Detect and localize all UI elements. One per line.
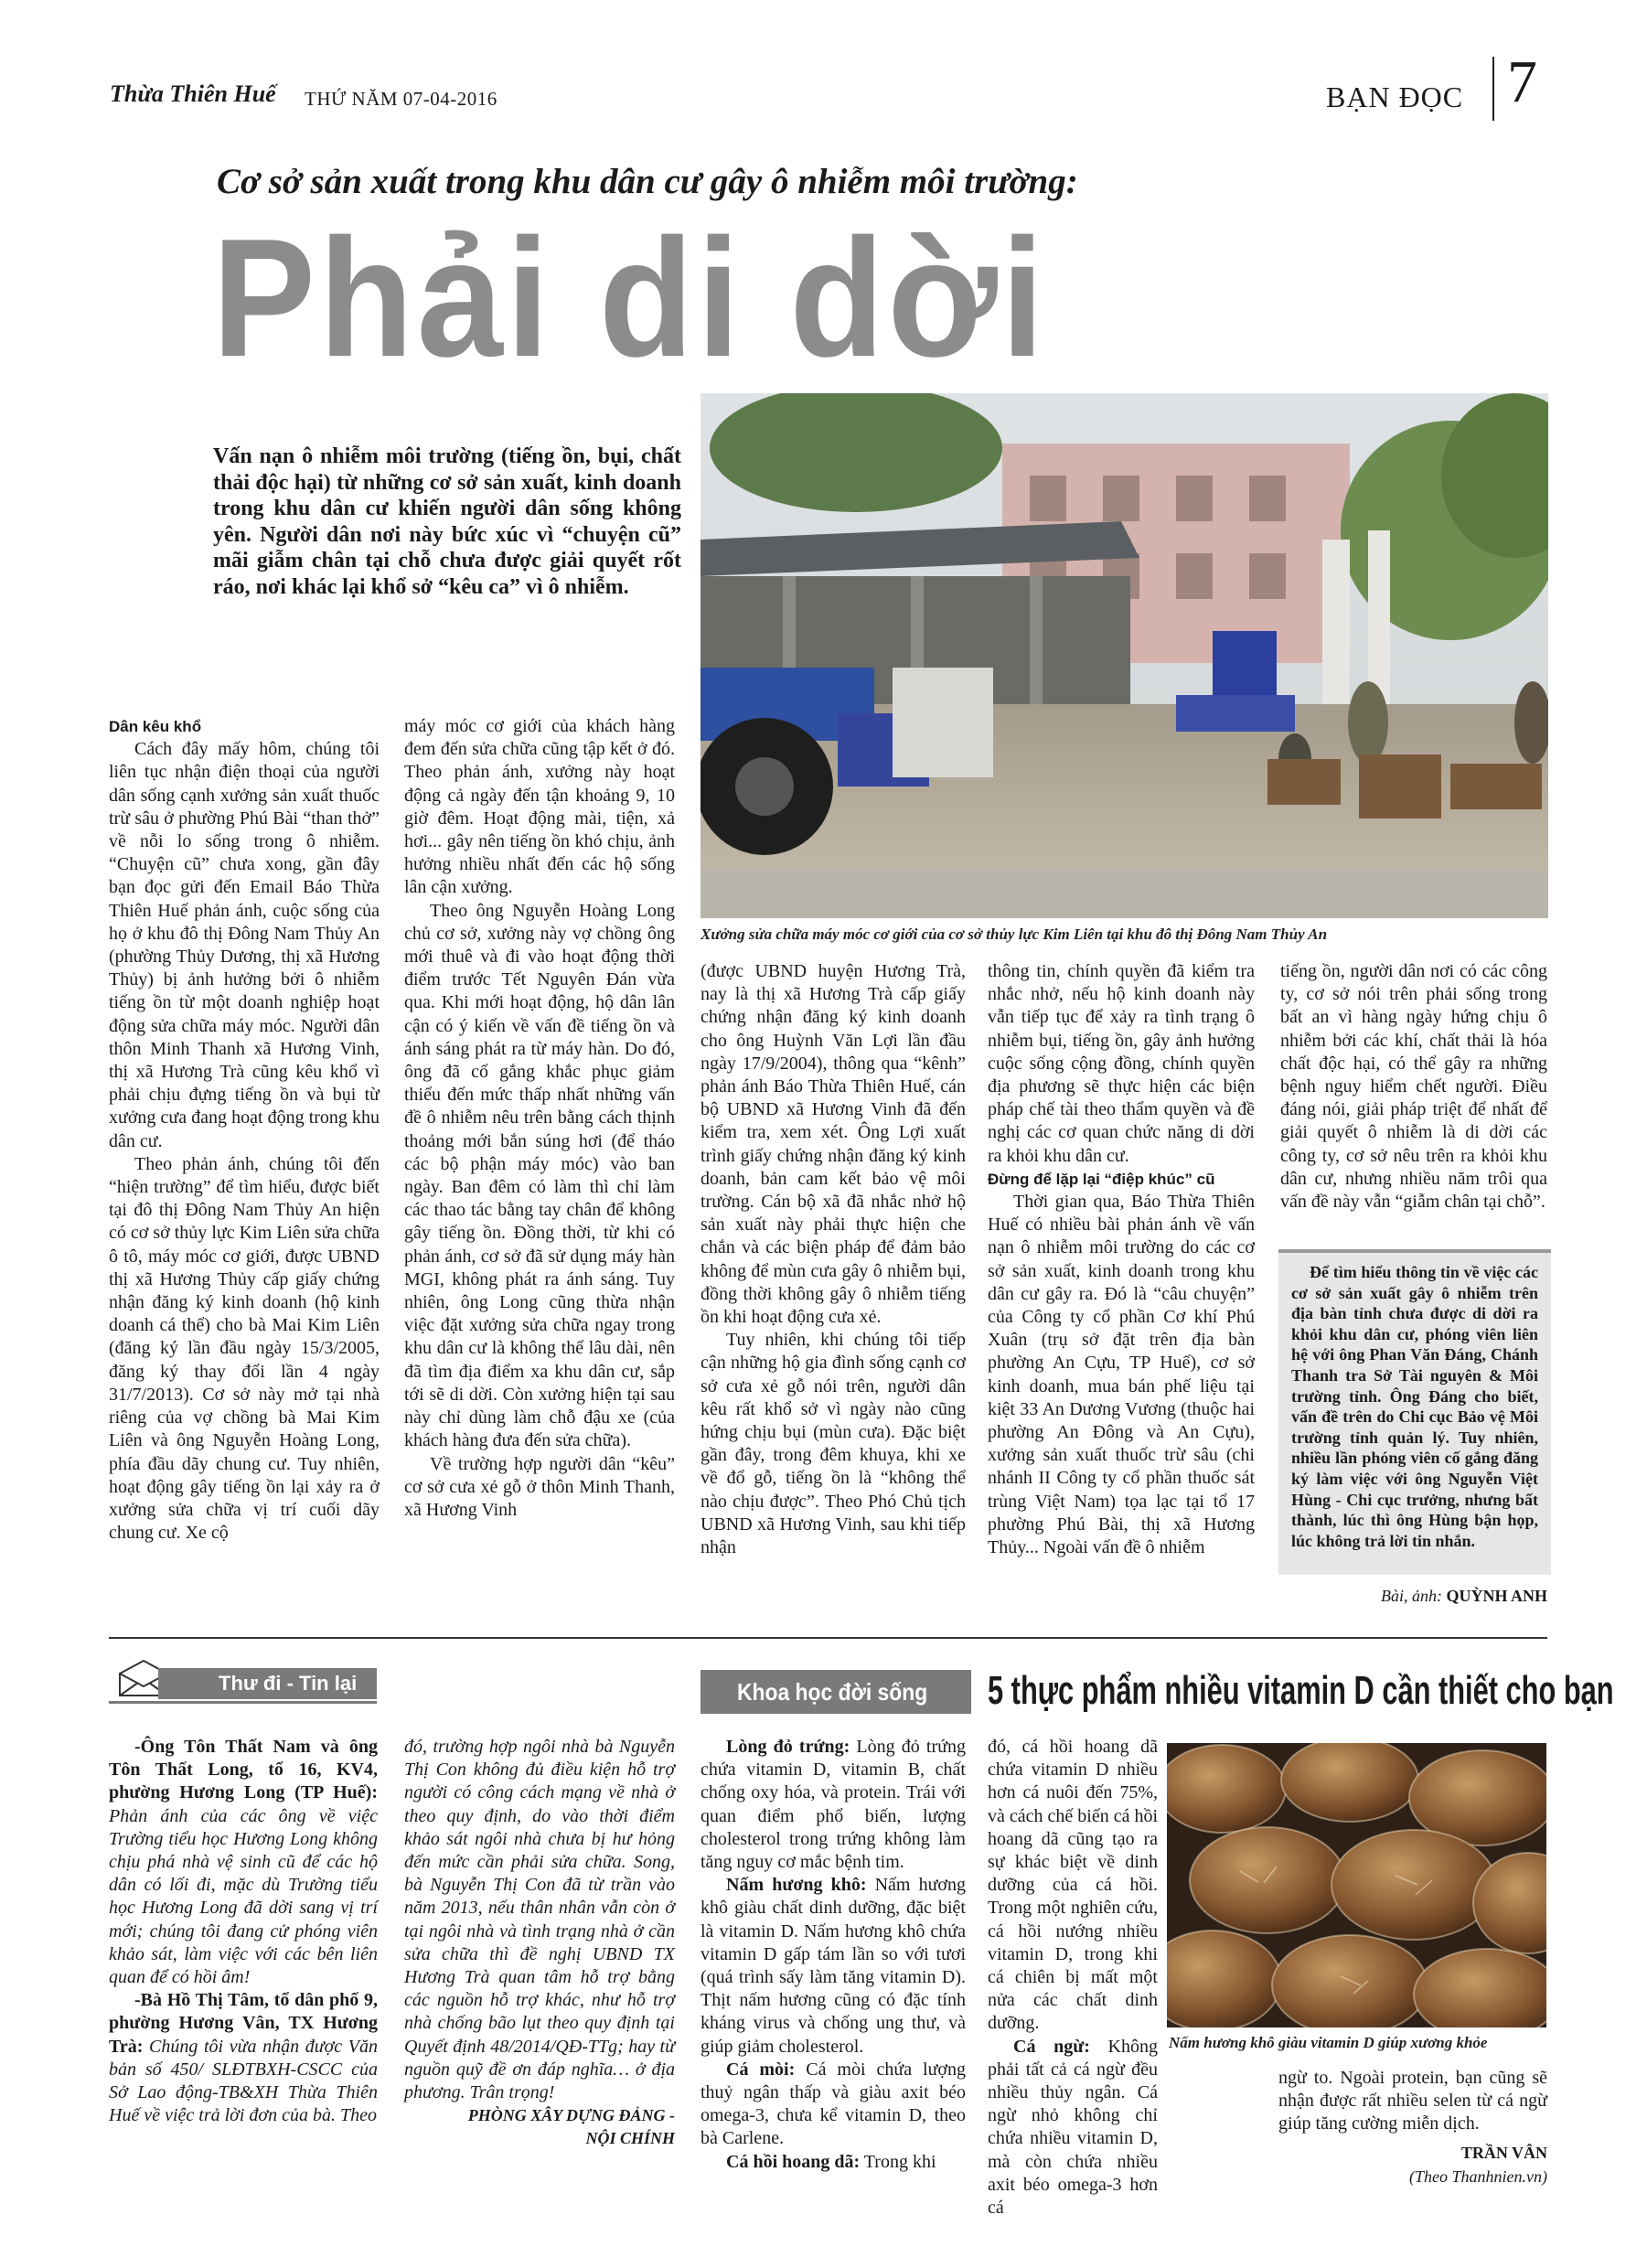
workshop-photo xyxy=(701,393,1548,918)
paragraph: Tuy nhiên, khi chúng tôi tiếp cận những hộ gia đình sống cạnh cơ sở cưa xẻ gỗ nói trên, người dân kêu rất khổ sở vì ngày nào cũng hứng chịu bụi (mùn cưa). Đặc biệt gần đây, trong đêm khuya, khi xe về đổ gỗ, tiếng ồn là “không thể nào chịu được”. Theo Phó Chủ tịch UBND xã Hương Vinh, sau khi tiếp nhận xyxy=(701,1330,966,1558)
food-item-4 xyxy=(701,2151,966,2174)
food-item-1 xyxy=(701,1736,966,1874)
section-divider xyxy=(109,1637,1547,1639)
paragraph: ngừ to. Ngoài protein, bạn cũng sẽ nhận được rất nhiều selen từ cá ngừ giúp tăng cường miễn dịch. xyxy=(1278,2068,1547,2134)
header-divider xyxy=(1492,57,1494,121)
science-column-3 xyxy=(1278,2067,1547,2136)
article-column-2 xyxy=(404,715,675,1522)
info-box-text: Để tìm hiểu thông tin về việc các cơ sở sản xuất gây ô nhiễm trên địa bàn tỉnh chưa được di dời ra khỏi khu dân cư, phóng viên liên hệ với ông Phan Văn Đáng, Chánh Thanh tra Sở Tài nguyên & Môi trường tỉnh. Ông Đáng cho biết, vấn đề trên do Chi cục Bảo vệ Môi trường tỉnh quản lý. Tuy nhiên, nhiều lần phóng viên cố gắng đăng ký làm việc với ông Nguyễn Việt Hùng - Chi cục trưởng, nhưng bất thành, lúc thì ông Hùng bận họp, lúc không trả lời tin nhắn. xyxy=(1291,1263,1538,1550)
science-column-2 xyxy=(988,1736,1158,2220)
letter-recipient-2: -Bà Hồ Thị Tâm, tổ dân phố 9, phường Hương Vân, TX Hương Trà: xyxy=(109,1990,378,2057)
newspaper-name: Thừa Thiên Huế xyxy=(110,80,276,107)
article-column-1 xyxy=(109,715,380,1545)
letters-label: Thư đi - Tin lại xyxy=(219,1672,358,1695)
food-name-4: Cá hồi hoang dã: xyxy=(726,2151,861,2172)
byline-label: Bài, ảnh: xyxy=(1380,1587,1442,1605)
article-column-4 xyxy=(988,960,1255,1559)
page-number: 7 xyxy=(1507,48,1537,115)
letters-column-2 xyxy=(404,1736,675,2151)
letters-header xyxy=(109,1657,377,1703)
paragraph: (được UBND huyện Hương Trà, nay là thị xã Hương Trà cấp giấy chứng nhận đăng ký kinh doanh cho ông Huỳnh Văn Lợi lần đầu ngày 17/9/2004), thông qua “kênh” phản ánh Báo Thừa Thiên Huế, cán bộ UBND xã Hương Vinh đã đến kiểm tra, xem xét. Ông Lợi xuất trình giấy chứng nhận đăng ký kinh doanh, bản cam kết bảo vệ môi trường. Cán bộ xã đã nhắc nhở hộ sản xuất này phải thực hiện che chắn và các biện pháp để đảm bảo không để mùn cưa gây ô nhiễm bụi, đồng thời không gây ô nhiễm tiếng ồn khi hoạt động cưa xẻ. xyxy=(701,961,966,1328)
science-column-1 xyxy=(701,1736,966,2174)
section-name: BẠN ĐỌC xyxy=(1326,80,1464,113)
byline-name: QUỲNH ANH xyxy=(1446,1587,1547,1605)
article-column-3 xyxy=(701,960,966,1559)
issue-date: THỨ NĂM 07-04-2016 xyxy=(305,88,497,110)
paragraph: Theo ông Nguyễn Hoàng Long chủ cơ sở, xưởng này vợ chồng ông mới thuê và đi vào hoạt động thời điểm trước Tết Nguyên Đán vừa qua. Khi mới hoạt động, hộ dân lân cận có ý kiến về vấn đề tiếng ồn và ánh sáng phát ra từ máy hàn. Do đó, ông đã cố gắng khắc phục giảm thiểu đến mức thấp nhất những vấn đề ô nhiễm nêu trên bằng cách thịnh thoảng mới bắn súng hơi (để tháo các bộ phận máy móc) vào ban ngày. Ban đêm có làm thì chỉ làm các thao tác bằng tay chân để không gây tiếng ồn. Đồng thời, từ khi có phản ánh, cơ sở đã sử dụng máy hàn MGI, không phát ra ánh sáng. Tuy nhiên, ông Long cũng thừa nhận việc đặt xưởng sửa chữa ngay trong khu dân cư là không thể lâu dài, nên đã tìm địa điểm xa khu dân cư, sắp tới sẽ di dời. Còn xưởng hiện tại sau này chỉ dùng làm chỗ đậu xe (của khách hàng đưa đến sửa chữa). xyxy=(404,900,675,1451)
food-item-5 xyxy=(988,2036,1158,2220)
paragraph: Thời gian qua, Báo Thừa Thiên Huế có nhiều bài phản ánh về vấn nạn ô nhiễm môi trường do các cơ sở sản xuất, kinh doanh trong khu dân cư gây ra. Đó là “câu chuyện” của Công ty cổ phần Cơ khí Phú Xuân (trụ sở đặt trên địa bàn phường An Cựu, TP Huế), cơ sở kinh doanh, mua bán phế liệu tại kiệt 33 An Dương Vương (thuộc hai phường An Đông và An Cựu), xưởng sản xuất thuốc trừ sâu (chi nhánh II Công ty cổ phần thuốc sát trùng Việt Nam) tọa lạc tại tổ 17 phường Phú Bài, thị xã Hương Thủy... Ngoài vấn đề ô nhiễm xyxy=(988,1192,1255,1558)
info-box xyxy=(1278,1249,1551,1575)
mushroom-photo-caption: Nấm hương khô giàu vitamin D giúp xương khỏe xyxy=(1169,2034,1488,2051)
workshop-photo-illustration xyxy=(701,393,1548,918)
science-headline: 5 thực phẩm nhiều vitamin D cần thiết cho bạn xyxy=(988,1668,1614,1713)
food-name-1: Lòng đỏ trứng: xyxy=(726,1737,850,1757)
paragraph: đó, cá hồi hoang dã chứa vitamin D nhiều hơn cá nuôi đến 75%, và cách chế biến cá hồi hoang dã cũng tạo ra sự khác biệt về dinh dưỡng của cá hồi. Trong một nghiên cứu, cá hồi nướng nhiều vitamin D, trong khi cá chiên bị mất một nửa các chất dinh dưỡng. xyxy=(988,1737,1159,2034)
letter-reply-continued: đó, trường hợp ngôi nhà bà Nguyễn Thị Con không đủ điều kiện hỗ trợ người có công cách mạng về nhà ở theo quy định, do vào thời điểm khảo sát ngôi nhà chưa bị hư hỏng đến mức cần phải sửa chữa. Song, bà Nguyễn Thị Con đã từ trần vào năm 2013, nếu thân nhân vẫn còn ở tại ngôi nhà và tình trạng nhà ở cần sửa chữa thì đề nghị UBND TX Hương Trà quan tâm hỗ trợ bằng các nguồn hỗ trợ khác, như hỗ trợ nhà chống bão lụt theo quy định tại Quyết định 48/2014/QĐ-TTg; hay từ nguồn quỹ đề ơn đáp nghĩa… ở địa phương. Trân trọng! xyxy=(404,1737,675,2103)
science-label: Khoa học đời sống xyxy=(737,1678,928,1706)
paragraph: Cách đây mấy hôm, chúng tôi liên tục nhận điện thoại của người dân sống cạnh xưởng sản xuất thuốc trừ sâu ở phường Phú Bài “than thở” về nỗi lo sống trong ô nhiễm. “Chuyện cũ” chưa xong, gần đây bạn đọc gửi đến Email Báo Thừa Thiên Huế phản ánh, cuộc sống của họ ở khu đô thị Đông Nam Thủy An (phường Thủy Dương, thị xã Hương Thủy) bị ảnh hưởng bởi ô nhiễm tiếng ồn từ một doanh nghiệp hoạt động sửa chữa máy móc. Người dân thôn Minh Thanh xã Hương Vinh, thị xã Hương Trà cũng kêu khổ vì phải chịu đựng tiếng ồn và bụi từ xưởng cưa đang hoạt động trong khu dân cư. xyxy=(109,739,380,1151)
letter-reply-text-2: Chúng tôi vừa nhận được Văn bản số 450/ SLĐTBXH-CSCC của Sở Lao động-TB&XH Thừa Thiên Huế về việc trả lời đơn của bà. Theo xyxy=(109,2036,378,2126)
article-lead: Vấn nạn ô nhiễm môi trường (tiếng ồn, bụi, chất thải độc hại) từ những cơ sở sản xuất, kinh doanh trong khu dân cư khiến người dân sống không yên. Người dân nơi này bức xúc vì “chuyện cũ” mãi giẫm chân tại chỗ chưa được giải quyết rốt ráo, nơi khác lại khổ sở “kêu ca” vì ô nhiễm. xyxy=(213,444,681,599)
paragraph: thông tin, chính quyền đã kiểm tra nhắc nhở, nếu hộ kinh doanh này vẫn tiếp tục để xảy ra tình trạng ô nhiễm bụi, tiếng ồn, gây ảnh hưởng cuộc sống cộng đồng, chính quyền địa phương sẽ thực hiện các biện pháp chế tài theo thẩm quyền và đề nghị các cơ quan chức năng di dời ra khỏi khu dân cư. xyxy=(988,961,1255,1166)
paragraph: Về trường hợp người dân “kêu” cơ sở cưa xẻ gỗ ở thôn Minh Thanh, xã Hương Vinh xyxy=(404,1453,675,1520)
food-name-3: Cá mòi: xyxy=(726,2059,796,2080)
food-item-2 xyxy=(701,1874,966,2059)
paragraph: máy móc cơ giới của khách hàng đem đến sửa chữa cũng tập kết ở đó. Theo phản ánh, xưởng này hoạt động cả ngày đến tận khoảng 9, 10 giờ đêm. Hoạt động mài, tiện, xả hơi... gây nên tiếng ồn khó chịu, ảnh hưởng nhiều nhất đến các hộ sống lân cận xưởng. xyxy=(404,716,675,898)
food-item-3 xyxy=(701,2059,966,2151)
paragraph: Theo phản ánh, chúng tôi đến “hiện trường” để tìm hiểu, được biết tại đô thị Đông Nam Thủy An hiện có cơ sở thủy lực Kim Liên sửa chữa ô tô, máy móc cơ giới, được UBND thị xã Hương Thủy cấp giấy chứng nhận đăng ký kinh doanh (hộ kinh doanh cá thể) cho bà Mai Kim Liên (đăng ký lần đầu ngày 15/3/2005, đăng ký thay đổi lần 4 ngày 31/7/2013). Cơ sở này mở tại nhà riêng của vợ chồng bà Mai Kim Liên và ông Nguyễn Hoàng Long, phía đầu dãy chung cư. Tuy nhiên, hoạt động gây tiếng ồn lại xảy ra ở xưởng sửa chữa vị trí cuối dãy chung cư. Xe cộ xyxy=(109,1153,380,1544)
mushroom-photo xyxy=(1167,1743,1546,2027)
letters-header-underline xyxy=(109,1701,377,1704)
article-kicker: Cơ sở sản xuất trong khu dân cư gây ô nhiễm môi trường: xyxy=(217,162,1078,201)
subheading-dan-keu-kho: Dân kêu khổ xyxy=(109,718,202,735)
food-name-5: Cá ngừ: xyxy=(1013,2036,1090,2057)
letter-reply-1 xyxy=(109,1736,378,1989)
food-text-2: Nấm hương khô giàu chất dinh dưỡng, đặc biệt là vitamin D. Nấm hương khô chứa vitamin D gấp tám lần so với tươi (quá trình sấy làm tăng vitamin D). Thịt nấm hương cũng có đặc tính kháng virus và chống ung thư, và giúp giảm cholesterol. xyxy=(701,1875,966,2057)
letter-reply-text-1: Phản ánh của các ông về việc Trường tiểu học Hương Long không chịu phá nhà vệ sinh cũ để các hộ dân có lối đi, mặc dù Trường tiểu học Hương Long đã dời sang vị trí mới; chúng tôi đang cử phóng viên khảo sát, làm việc với các bên liên quan để có hồi âm! xyxy=(109,1805,378,1988)
article-column-5 xyxy=(1280,960,1547,1214)
letter-recipient-1: -Ông Tôn Thất Nam và ông Tôn Thất Long, tổ 16, KV4, phường Hương Long (TP Huế): xyxy=(109,1737,378,1803)
subheading-diep-khuc: Đừng để lặp lại “điệp khúc” cũ xyxy=(988,1170,1215,1188)
letter-reply-2 xyxy=(109,1989,378,2127)
mushroom-photo-illustration xyxy=(1167,1743,1546,2027)
food-name-2: Nấm hương khô: xyxy=(726,1875,867,1896)
food-text-1: Lòng đỏ trứng chứa vitamin D, vitamin B, chất chống oxy hóa, và protein. Trái với quan điểm phổ biến, lượng cholesterol trong trứng không làm tăng nguy cơ mắc bệnh tim. xyxy=(701,1737,966,1873)
paragraph: tiếng ồn, người dân nơi có các công ty, cơ sở nói trên phải sống trong bất an vì hàng ngày hứng chịu ô nhiễm bởi các khí, chất thải là hóa chất độc hại, có thể gây ra những bệnh nguy hiểm chết người. Điều đáng nói, giải pháp triệt để nhất để giải quyết ô nhiễm là di dời các công ty, cơ sở nêu trên ra khỏi khu dân cư, nhưng nhiều năm trôi qua vấn đề này vẫn “giẫm chân tại chỗ”. xyxy=(1280,961,1547,1213)
food-text-3: Cá mòi chứa lượng thuỷ ngân thấp và giàu axit béo omega-3, chưa kể vitamin D, theo bà Carlene. xyxy=(701,2059,966,2149)
article-headline: Phải di dời xyxy=(212,203,1048,391)
letters-signature: PHÒNG XÂY DỰNG ĐẢNG - NỘI CHÍNH xyxy=(467,2106,675,2148)
food-text-4: Trong khi xyxy=(860,2151,936,2172)
science-source: (Theo Thanhnien.vn) xyxy=(1409,2167,1547,2186)
science-author: TRẦN VÂN xyxy=(1460,2144,1547,2162)
letters-column-1 xyxy=(109,1736,378,2127)
byline xyxy=(1280,1587,1547,1606)
workshop-photo-caption: Xưởng sửa chữa máy móc cơ giới của cơ sở thủy lực Kim Liên tại khu đô thị Đông Nam Thủy An xyxy=(701,925,1328,943)
food-text-5: Không phải tất cả cá ngừ đều nhiều thủy ngân. Cá ngừ nhỏ không chỉ chứa nhiều vitamin D, mà còn chứa nhiều axit béo omega-3 hơn cá xyxy=(988,2036,1158,2219)
